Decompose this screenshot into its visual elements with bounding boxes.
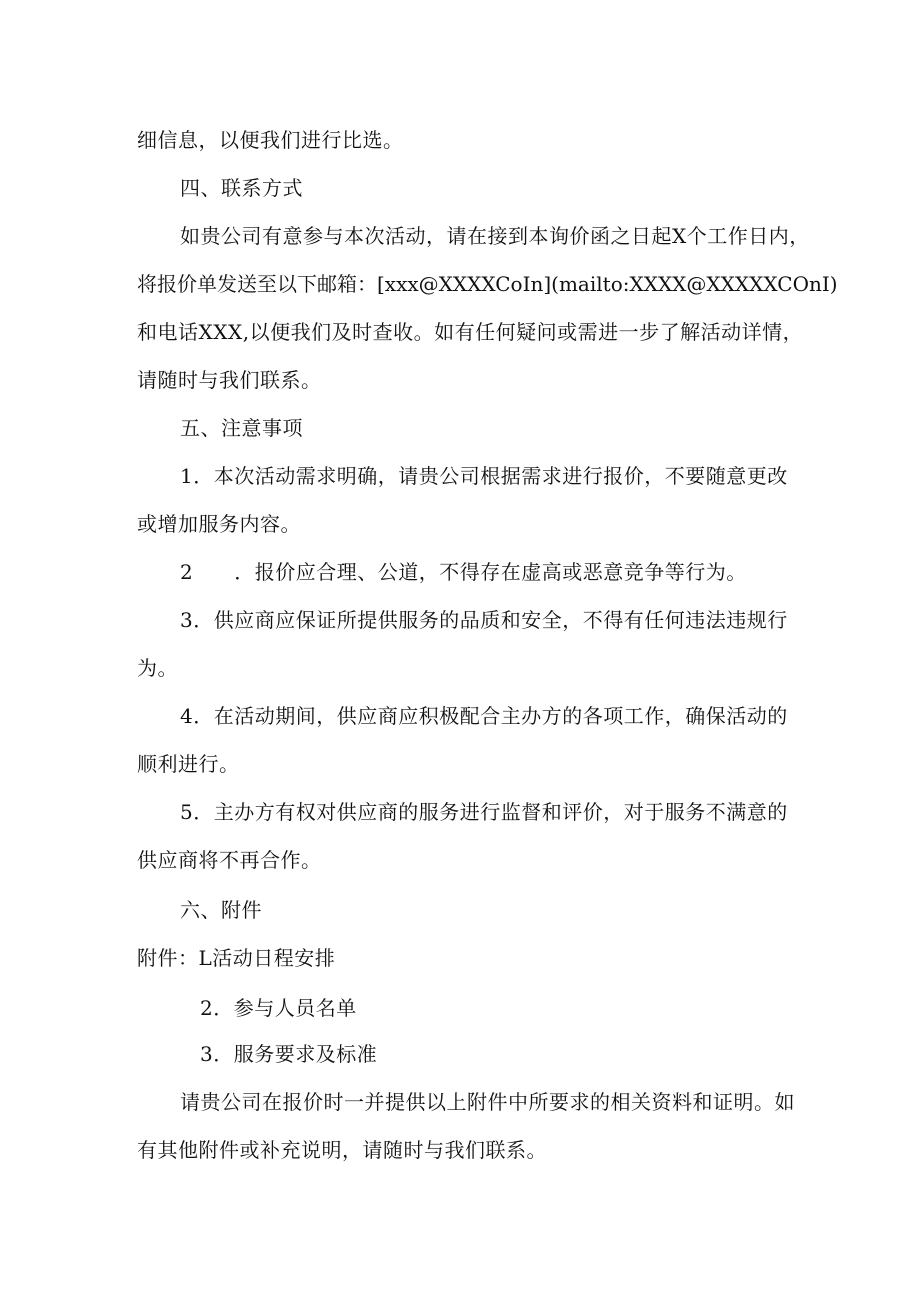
text-line: 附件：L活动日程安排 xyxy=(137,946,336,970)
text-line: 将报价单发送至以下邮箱：[xxx@XXXXCoIn](mailto:XXXX@XXXXXCOnI) xyxy=(137,272,838,296)
text-line: 有其他附件或补充说明，请随时与我们联系。 xyxy=(137,1138,547,1162)
section-heading: 五、注意事项 xyxy=(180,416,303,440)
text-line: 3．供应商应保证所提供服务的品质和安全，不得有任何违法违规行 xyxy=(180,608,788,632)
text-line: 顺利进行。 xyxy=(137,752,240,776)
text-line: 3．服务要求及标准 xyxy=(200,1042,378,1066)
text-line: 1．本次活动需求明确，请贵公司根据需求进行报价，不要随意更改 xyxy=(180,464,788,488)
text-line: 为。 xyxy=(137,656,178,680)
text-line: 如贵公司有意参与本次活动，请在接到本询价函之日起X个工作日内， xyxy=(180,224,810,248)
text-line: 5．主办方有权对供应商的服务进行监督和评价，对于服务不满意的 xyxy=(180,800,788,824)
text-line: 请贵公司在报价时一并提供以上附件中所要求的相关资料和证明。如 xyxy=(180,1090,795,1114)
text-line: 2 ．报价应合理、公道，不得存在虚高或恶意竞争等行为。 xyxy=(180,560,747,584)
text-line: 请随时与我们联系。 xyxy=(137,368,322,392)
text-line: 2．参与人员名单 xyxy=(200,996,357,1020)
text-line: 供应商将不再合作。 xyxy=(137,848,322,872)
section-heading: 六、附件 xyxy=(180,898,262,922)
text-line: 细信息，以便我们进行比选。 xyxy=(137,128,404,152)
text-line: 和电话XXX,以便我们及时查收。如有任何疑问或需进一步了解活动详情， xyxy=(137,320,804,344)
text-line: 4．在活动期间，供应商应积极配合主办方的各项工作，确保活动的 xyxy=(180,704,788,728)
text-line: 或增加服务内容。 xyxy=(137,512,301,536)
section-heading: 四、联系方式 xyxy=(180,176,303,200)
